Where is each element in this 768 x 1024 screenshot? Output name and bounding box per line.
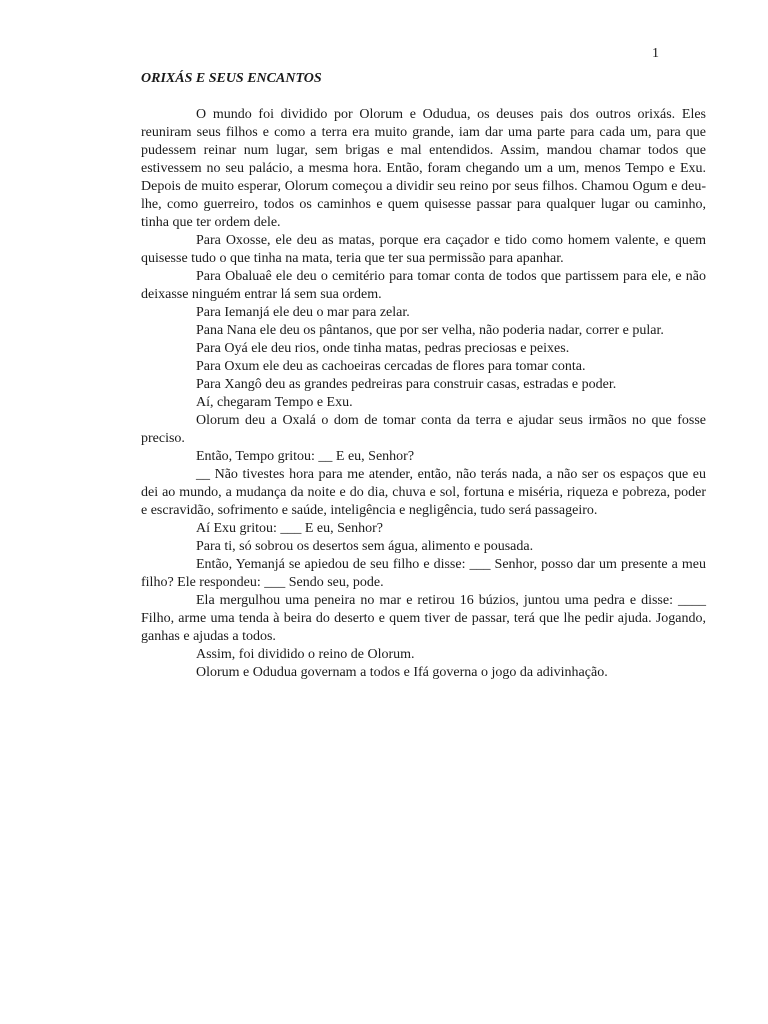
paragraph: Aí Exu gritou: ___ E eu, Senhor? [196, 521, 384, 536]
paragraph: Pana Nana ele deu os pântanos, que por ser velha, não poderia nadar, correr e pular. [196, 323, 664, 338]
paragraph: __ Não tivestes hora para me atender, então, não terás nada, a não ser os espaços que eu dei ao mundo, a mudança da noite e do dia, chuva e sol, fortuna e miséria, riqueza e pobreza, poder e escravidão, sofrimento e saúde, inteligência e negligência, tudo será passageiro. [141, 467, 706, 518]
paragraph: Para ti, só sobrou os desertos sem água, alimento e pousada. [196, 539, 534, 554]
paragraph: Para Obaluaê ele deu o cemitério para tomar conta de todos que partissem para ele, e não deixasse ninguém entrar lá sem sua ordem. [141, 269, 706, 302]
paragraph: Aí, chegaram Tempo e Exu. [196, 395, 353, 410]
page-number: 1 [652, 46, 659, 61]
paragraph: Para Iemanjá ele deu o mar para zelar. [196, 305, 410, 320]
paragraph: Ela mergulhou uma peneira no mar e retirou 16 búzios, juntou uma pedra e disse: ____ Filho, arme uma tenda à beira do deserto e quem tiver de passar, terá que lhe pedir ajuda. Jogando, ganhas e ajudas a todos. [141, 593, 706, 644]
paragraph: Para Oxosse, ele deu as matas, porque era caçador e tido como homem valente, e quem quisesse tudo o que tinha na mata, teria que ter sua permissão para apanhar. [141, 233, 706, 266]
paragraph: Então, Tempo gritou: __ E eu, Senhor? [196, 449, 415, 464]
paragraph: Então, Yemanjá se apiedou de seu filho e disse: ___ Senhor, posso dar um presente a meu filho? Ele respondeu: ___ Sendo seu, pode. [141, 557, 706, 590]
paragraph: Olorum e Odudua governam a todos e Ifá governa o jogo da adivinhação. [196, 665, 608, 680]
paragraph: O mundo foi dividido por Olorum e Odudua, os deuses pais dos outros orixás. Eles reuniram seus filhos e como a terra era muito grande, iam dar uma parte para cada um, para que pudessem reinar num lugar, sem brigas e mal entendidos. Assim, mandou chamar todos que estivessem no seu palácio, a mesma hora. Então, foram chegando um a um, menos Tempo e Exu. Depois de muito esperar, Olorum começou a dividir seu reino por seus filhos. Chamou Ogum e deu-lhe, como guerreiro, todos os caminhos e quem quisesse passar para qualquer lugar ou caminho, tinha que ter ordem dele. [141, 107, 706, 230]
paragraph: Para Xangô deu as grandes pedreiras para construir casas, estradas e poder. [196, 377, 617, 392]
paragraph: Assim, foi dividido o reino de Olorum. [196, 647, 415, 662]
paragraph: Para Oyá ele deu rios, onde tinha matas, pedras preciosas e peixes. [196, 341, 570, 356]
document-body [141, 106, 706, 682]
paragraph: Olorum deu a Oxalá o dom de tomar conta da terra e ajudar seus irmãos no que fosse preciso. [141, 413, 706, 446]
document-title: ORIXÁS E SEUS ENCANTOS [141, 71, 322, 86]
paragraph: Para Oxum ele deu as cachoeiras cercadas de flores para tomar conta. [196, 359, 586, 374]
